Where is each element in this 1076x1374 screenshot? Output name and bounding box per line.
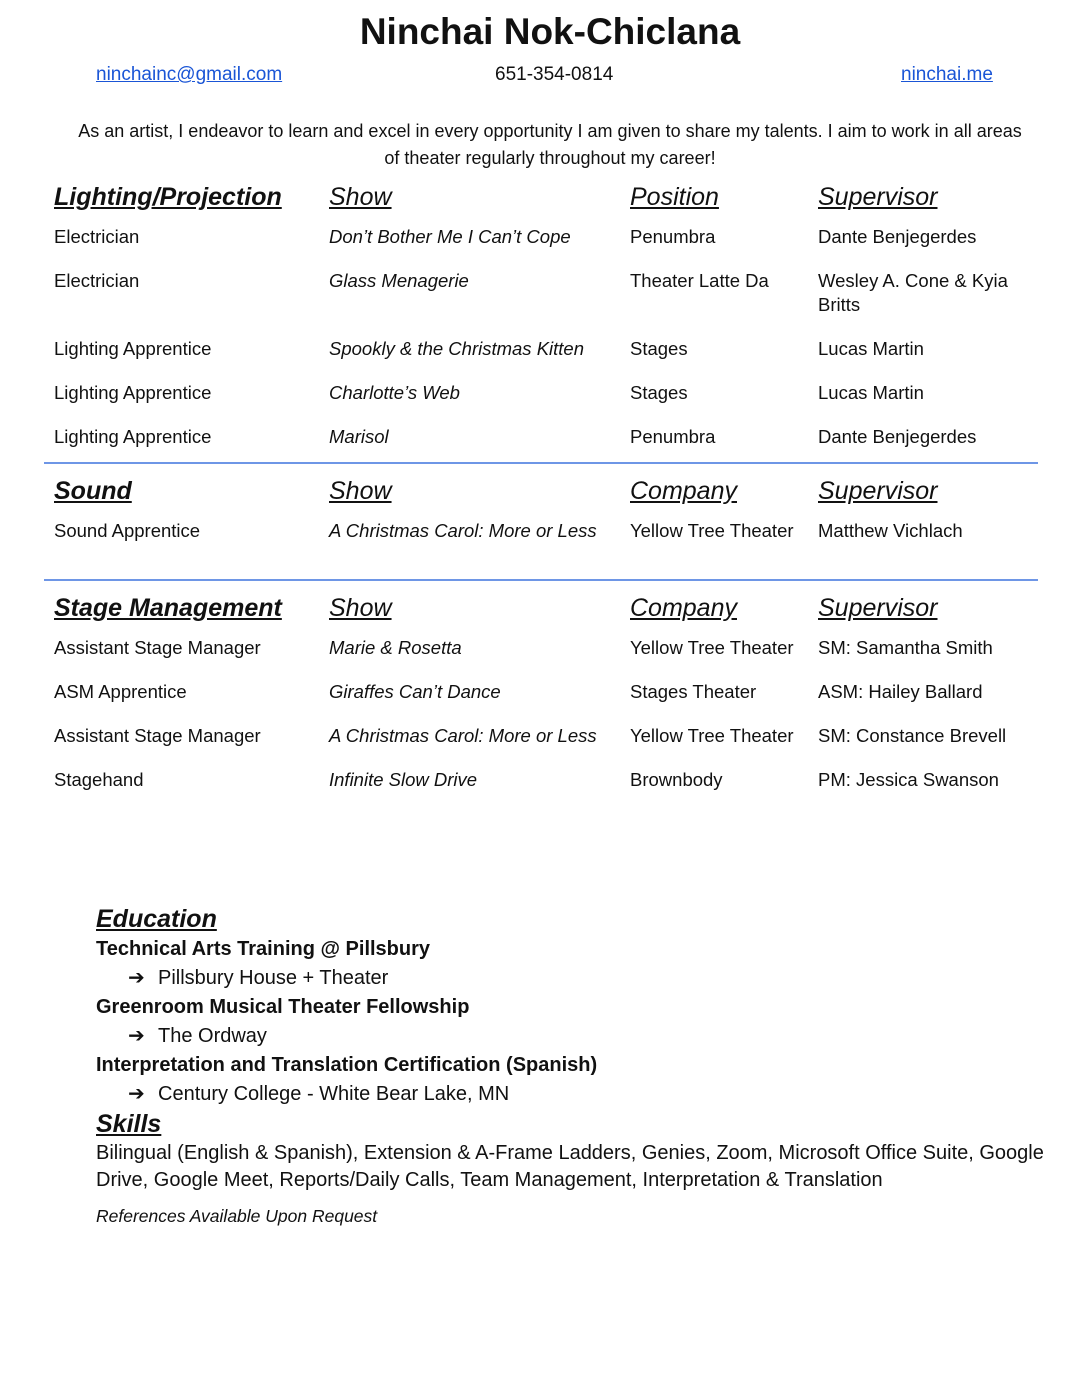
supervisor-cell: ASM: Hailey Ballard — [818, 681, 983, 702]
org-cell: Brownbody — [630, 769, 723, 790]
show-cell: Infinite Slow Drive — [329, 769, 478, 790]
arrow-icon: ➔ — [128, 967, 145, 989]
supervisor-cell: Lucas Martin — [818, 382, 924, 403]
phone-number: 651-354-0814 — [495, 64, 614, 85]
role-cell: Electrician — [54, 270, 140, 291]
role-cell: Lighting Apprentice — [54, 426, 212, 447]
supervisor-cell: SM: Samantha Smith — [818, 637, 993, 658]
show-cell: Marisol — [329, 426, 389, 447]
section-divider — [44, 579, 1038, 581]
lighting-section — [44, 181, 1038, 455]
show-cell: Glass Menagerie — [329, 270, 469, 291]
sound-section — [44, 475, 1038, 563]
column-header-show: Show — [329, 477, 392, 505]
org-cell: Stages Theater — [630, 681, 757, 702]
column-header-supervisor: Supervisor — [818, 477, 938, 505]
education-institution-row — [96, 963, 1056, 993]
arrow-icon: ➔ — [128, 1025, 145, 1047]
section-title: Sound — [54, 477, 132, 505]
role-cell: Lighting Apprentice — [54, 338, 212, 359]
arrow-icon: ➔ — [128, 1083, 145, 1105]
column-header-company: Company — [630, 594, 737, 622]
role-cell: ASM Apprentice — [54, 681, 187, 702]
supervisor-cell: Dante Benjegerdes — [818, 426, 977, 447]
section-title: Stage Management — [54, 594, 282, 622]
show-cell: A Christmas Carol: More or Less — [329, 725, 597, 746]
section-divider — [44, 462, 1038, 464]
show-cell: Charlotte’s Web — [329, 382, 460, 403]
show-cell: A Christmas Carol: More or Less — [329, 520, 597, 541]
column-header-show: Show — [329, 183, 392, 211]
page-title: Ninchai Nok-Chiclana — [359, 11, 741, 52]
column-header-company: Company — [630, 477, 737, 505]
org-cell: Theater Latte Da — [630, 270, 769, 291]
role-cell: Lighting Apprentice — [54, 382, 212, 403]
objective-statement: As an artist, I endeavor to learn and excel in every opportunity I am given to share my talents. I aim to work in all areas of theater regularly throughout my career! — [78, 121, 1022, 168]
org-cell: Stages — [630, 338, 688, 359]
supervisor-cell: SM: Constance Brevell — [818, 725, 1007, 746]
sound-table — [44, 475, 1038, 563]
education-title: Education — [96, 905, 217, 933]
stage-management-section — [44, 592, 1038, 812]
education-institution: Century College - White Bear Lake, MN — [158, 1083, 510, 1105]
org-cell: Penumbra — [630, 426, 716, 447]
role-cell: Assistant Stage Manager — [54, 725, 261, 746]
role-cell: Assistant Stage Manager — [54, 637, 261, 658]
org-cell: Penumbra — [630, 226, 716, 247]
website-link-wrap — [901, 63, 993, 87]
column-header-supervisor: Supervisor — [818, 183, 938, 211]
references-note: References Available Upon Request — [96, 1206, 378, 1226]
supervisor-cell: Matthew Vichlach — [818, 520, 963, 541]
website-link[interactable]: ninchai.me — [901, 64, 993, 85]
supervisor-cell: Lucas Martin — [818, 338, 924, 359]
show-cell: Marie & Rosetta — [329, 637, 462, 658]
role-cell: Sound Apprentice — [54, 520, 201, 541]
role-cell: Stagehand — [54, 769, 144, 790]
org-cell: Yellow Tree Theater — [630, 520, 794, 541]
skills-title: Skills — [96, 1110, 162, 1138]
supervisor-cell: PM: Jessica Swanson — [818, 769, 999, 790]
supervisor-cell: Dante Benjegerdes — [818, 226, 977, 247]
show-cell: Spookly & the Christmas Kitten — [329, 338, 584, 359]
role-cell: Electrician — [54, 226, 140, 247]
show-cell: Giraffes Can’t Dance — [329, 681, 501, 702]
education-institution-row — [96, 1079, 1056, 1109]
column-header-show: Show — [329, 594, 392, 622]
email-link-wrap — [96, 63, 282, 87]
supervisor-cell: Wesley A. Cone & Kyia Britts — [818, 270, 1008, 315]
stage-management-table — [44, 592, 1038, 812]
education-institution: The Ordway — [158, 1025, 267, 1047]
show-cell: Don’t Bother Me I Can’t Cope — [329, 226, 571, 247]
skills-list: Bilingual (English & Spanish), Extension & A-Frame Ladders, Genies, Zoom, Microsoft Office Suite, Google Drive, Google Meet, Reports/Daily Calls, Team Management, Interpretation & Translation — [96, 1142, 1044, 1191]
education-institution: Pillsbury House + Theater — [158, 967, 389, 989]
org-cell: Stages — [630, 382, 688, 403]
education-program: Greenroom Musical Theater Fellowship — [96, 996, 470, 1018]
org-cell: Yellow Tree Theater — [630, 637, 794, 658]
section-title: Lighting/Projection — [54, 183, 282, 211]
column-header-supervisor: Supervisor — [818, 594, 938, 622]
column-header-position: Position — [630, 183, 719, 211]
lighting-table — [44, 181, 1038, 455]
email-link[interactable]: ninchainc@gmail.com — [96, 64, 283, 85]
education-institution-row — [96, 1021, 1056, 1051]
org-cell: Yellow Tree Theater — [630, 725, 794, 746]
education-skills-block — [96, 904, 1056, 1228]
education-program: Interpretation and Translation Certification (Spanish) — [96, 1054, 598, 1076]
education-program: Technical Arts Training @ Pillsbury — [96, 938, 431, 960]
